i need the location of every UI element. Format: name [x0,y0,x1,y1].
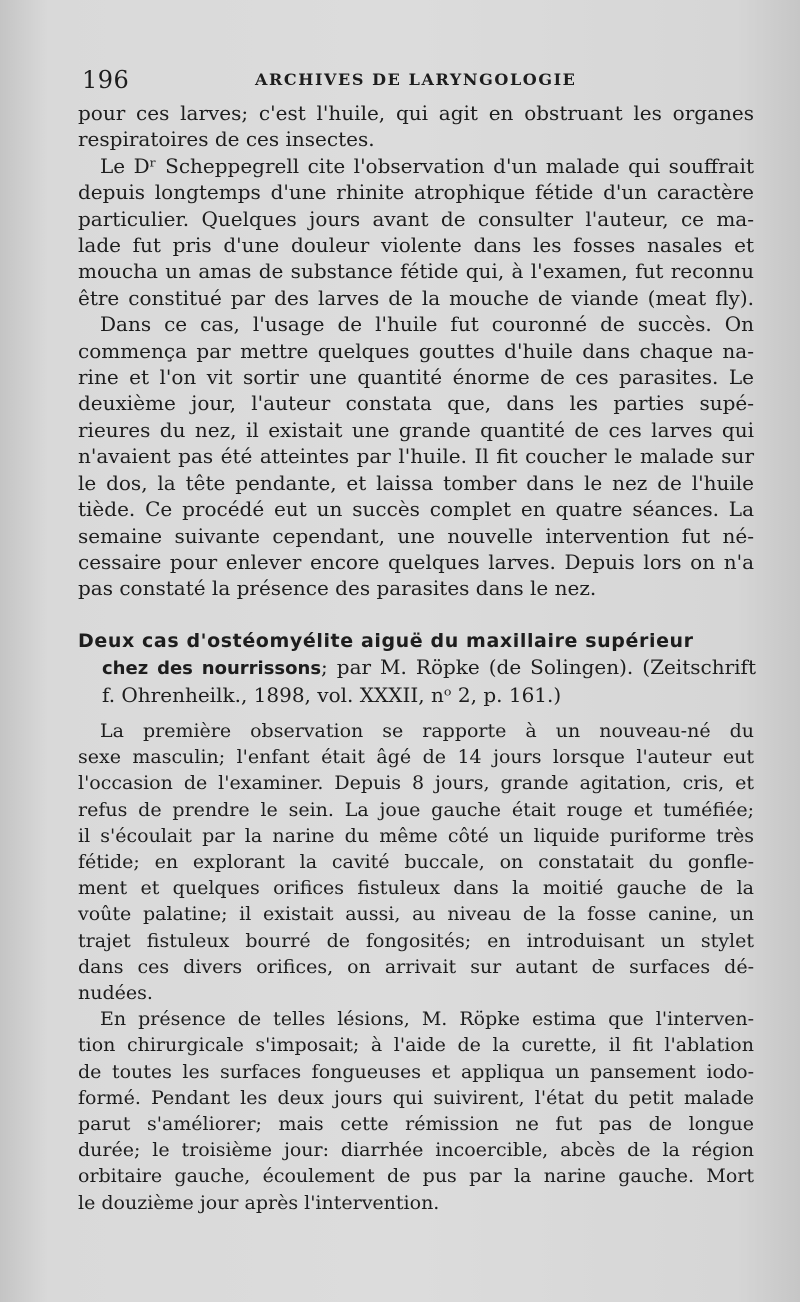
title-line [78,654,756,682]
text-line: formé. Pendant les deux jours qui suivirent, l'état du petit malade [78,1086,754,1109]
page-number: 196 [82,66,130,94]
text-line: La première observation se rapporte à un nouveau-né du [100,720,754,742]
title-line: Deux cas d'ostéomyélite aiguë du maxillaire supérieur [78,630,694,652]
text-line: pour ces larves; c'est l'huile, qui agit en obstruant les organes [78,101,754,125]
text-line: de toutes les surfaces fongueuses et appliqua un pansement iodo- [78,1060,754,1083]
text-line: rieures du nez, il existait une grande quantité de ces larves qui [78,417,754,442]
text-line: pas constaté la présence des parasites dans le nez. [78,576,597,601]
title-citation: ; par M. Röpke (de Solingen). (Zeitschrift [321,655,756,679]
text-line: tiède. Ce procédé eut un succès complet en quatre séances. La [78,497,754,522]
text-line: moucha un amas de substance fétide qui, à l'examen, fut reconnu [78,259,754,284]
text-line: Le Dʳ Scheppegrell cite l'observation d'un malade qui souffrait [100,153,754,178]
text-line: rine et l'on vit sortir une quantité énorme de ces parasites. Le [78,365,754,390]
text-line: respiratoires de ces insectes. [78,127,375,152]
text-line: voûte palatine; il existait aussi, au niveau de la fosse canine, un [78,903,754,926]
text-line: dans ces divers orifices, on arrivait sur autant de surfaces dé- [78,955,754,978]
title-bold-part: chez des nourrissons [102,658,322,679]
text-line: l'occasion de l'examiner. Depuis 8 jours, grande agitation, cris, et [78,772,754,795]
text-line: le dos, la tête pendante, et laissa tomber dans le nez de l'huile [78,470,754,495]
text-line: particulier. Quelques jours avant de consulter l'auteur, ce ma- [78,206,754,231]
running-head: ARCHIVES DE LARYNGOLOGIE [255,70,577,89]
text-line: nudées. [78,982,153,1005]
text-line: deuxième jour, l'auteur constata que, dans les parties supé- [78,391,754,416]
text-line: tion chirurgicale s'imposait; à l'aide de la curette, il fit l'ablation [78,1034,754,1057]
text-line: En présence de telles lésions, M. Röpke estima que l'interven- [100,1008,754,1031]
text-line: cessaire pour enlever encore quelques larves. Depuis lors on n'a [78,549,754,574]
text-line: lade fut pris d'une douleur violente dans les fosses nasales et [78,233,754,258]
text-line: commença par mettre quelques gouttes d'huile dans chaque na- [78,338,754,363]
text-line: être constitué par des larves de la mouche de viande (meat fly). [78,285,754,310]
text-line: fétide; en explorant la cavité buccale, on constatait du gonfle- [78,851,754,874]
text-line: Dans ce cas, l'usage de l'huile fut couronné de succès. On [100,312,754,337]
text-line: trajet fistuleux bourré de fongosités; en introduisant un stylet [78,929,754,952]
page-header [60,66,750,96]
text-line: parut s'améliorer; mais cette rémission ne fut pas de longue [78,1113,754,1136]
text-line: sexe masculin; l'enfant était âgé de 14 jours lorsque l'auteur eut [78,746,754,769]
text-line: semaine suivante cependant, une nouvelle intervention fut né- [78,523,754,548]
text-line: le douzième jour après l'intervention. [78,1191,440,1214]
article-title [78,628,756,708]
text-line: n'avaient pas été atteintes par l'huile. Il fit coucher le malade sur [78,444,754,469]
text-line: orbitaire gauche, écoulement de pus par la narine gauche. Mort [78,1165,754,1188]
text-line: ment et quelques orifices fistuleux dans la moitié gauche de la [78,877,754,900]
section-continuation [78,100,754,602]
text-line: durée; le troisième jour: diarrhée incoercible, abcès de la région [78,1139,754,1162]
title-line: f. Ohrenheilk., 1898, vol. XXXII, nᵒ 2, p. 161.) [102,683,562,707]
text-line: il s'écoulait par la narine du même côté un liquide puriforme très [78,824,754,847]
article-body [78,718,754,1216]
text-line: depuis longtemps d'une rhinite atrophique fétide d'un caractère [78,180,754,205]
text-line: refus de prendre le sein. La joue gauche était rouge et tuméfiée; [78,798,754,821]
